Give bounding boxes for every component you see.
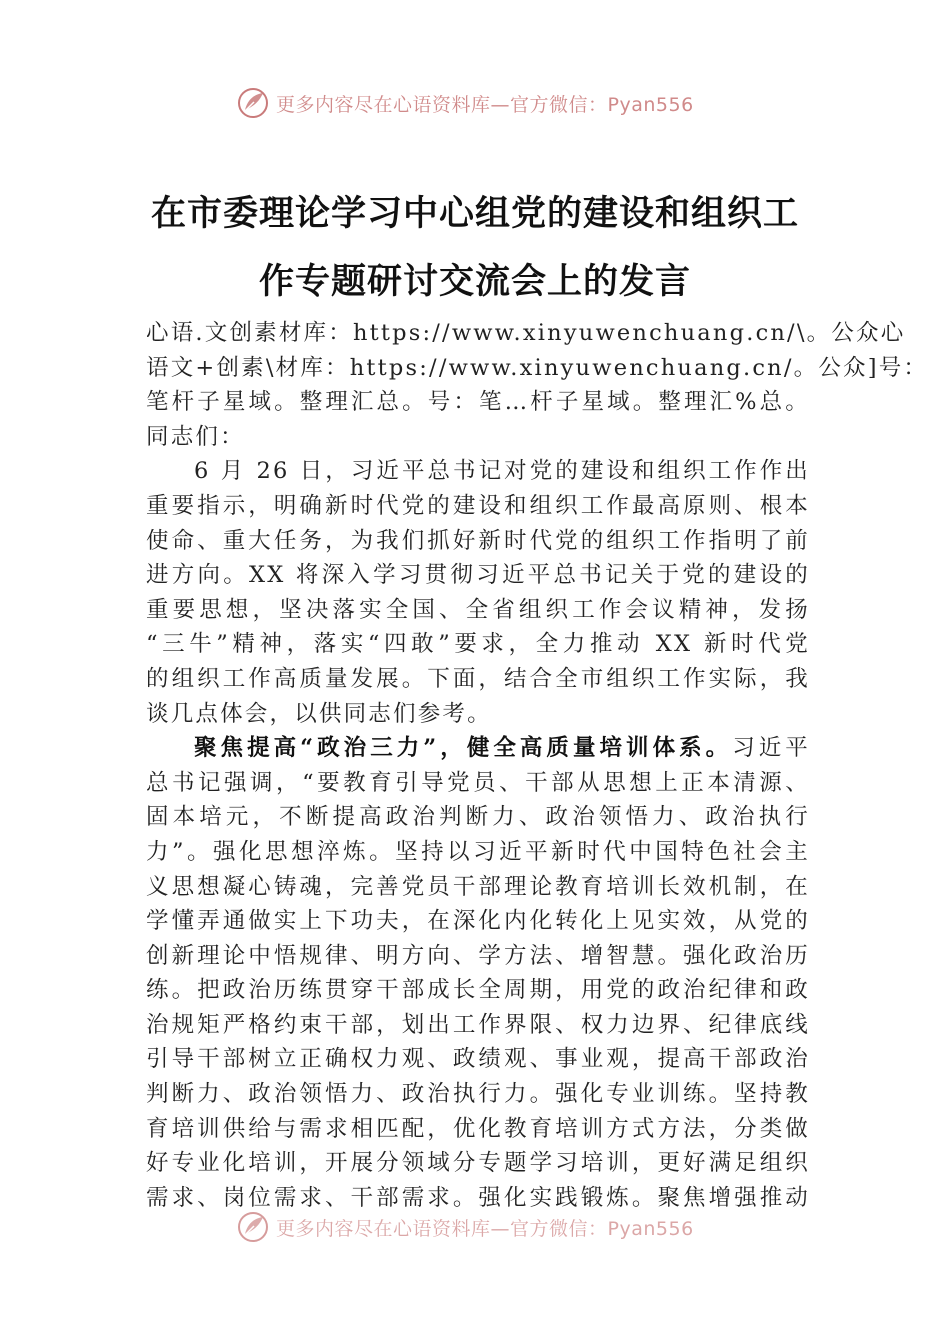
text-line: “三牛”精神，落实“四敢”要求，全力推动 XX 新时代党 bbox=[146, 631, 810, 658]
text-line: 治规矩严格约束干部，划出工作界限、权力边界、纪律底线 bbox=[146, 1011, 810, 1038]
text-line: 进方向。XX 将深入学习贯彻习近平总书记关于党的建设的 bbox=[146, 562, 810, 589]
text-line: 的组织工作高质量发展。下面，结合全市组织工作实际，我 bbox=[146, 665, 810, 692]
text-line: 语文+创素\材库：https://www.xinyuwenchuang.cn/。公众]号： bbox=[146, 354, 929, 381]
text-line: 总书记强调，“要教育引导党员、干部从思想上正本清源、 bbox=[146, 769, 810, 796]
header-watermark bbox=[236, 84, 694, 122]
text-line: 心语.文创素材库：https://www.xinyuwenchuang.cn/\。公众心 bbox=[146, 320, 906, 346]
leaf-pen-logo-icon bbox=[236, 86, 270, 120]
text-line: 习近平 bbox=[732, 735, 810, 762]
text-line: 创新理论中悟规律、明方向、学方法、增智慧。强化政治历 bbox=[146, 942, 810, 969]
watermark-text: 更多内容尽在心语资料库—官方微信：Pyan556 bbox=[276, 93, 694, 116]
footer-watermark bbox=[236, 1208, 694, 1246]
text-line: 力”。强化思想淬炼。坚持以习近平新时代中国特色社会主 bbox=[146, 838, 810, 865]
document-title-line-1: 在市委理论学习中心组党的建设和组织工 bbox=[150, 193, 799, 234]
text-line: 重要指示，明确新时代党的建设和组织工作最高原则、根本 bbox=[146, 492, 810, 519]
text-line: 引导干部树立正确权力观、政绩观、事业观，提高干部政治 bbox=[146, 1046, 810, 1073]
text-line: 好专业化培训，开展分领域分专题学习培训，更好满足组织 bbox=[146, 1150, 810, 1177]
section-heading-line bbox=[146, 731, 810, 766]
text-line: 谈几点体会，以供同志们参考。 bbox=[146, 700, 492, 727]
text-line: 判断力、政治领悟力、政治执行力。强化专业训练。坚持教 bbox=[146, 1081, 810, 1108]
text-line: 义思想凝心铸魂，完善党员干部理论教育培训长效机制，在 bbox=[146, 873, 810, 900]
salutation: 同志们： bbox=[146, 423, 245, 450]
text-line: 学懂弄通做实上下功夫，在深化内化转化上见实效，从党的 bbox=[146, 908, 810, 935]
text-line: 笔杆子星域。整理汇总。号：笔…杆子星域。整理汇%总。 bbox=[146, 389, 810, 416]
watermark-text: 更多内容尽在心语资料库—官方微信：Pyan556 bbox=[276, 1217, 694, 1240]
text-line: 重要思想，坚决落实全国、全省组织工作会议精神，发扬 bbox=[146, 596, 810, 623]
document-body bbox=[146, 316, 929, 1215]
text-line: 6 月 26 日，习近平总书记对党的建设和组织工作作出 bbox=[194, 458, 810, 485]
leaf-pen-logo-icon bbox=[236, 1210, 270, 1244]
text-line: 需求、岗位需求、干部需求。强化实践锻炼。聚焦增强推动 bbox=[146, 1184, 810, 1211]
text-line: 育培训供给与需求相匹配，优化教育培训方式方法，分类做 bbox=[146, 1115, 810, 1142]
section-heading: 聚焦提高“政治三力”，健全高质量培训体系。 bbox=[194, 735, 733, 762]
text-line: 使命、重大任务，为我们抓好新时代党的组织工作指明了前 bbox=[146, 527, 810, 554]
text-line: 练。把政治历练贯穿干部成长全周期，用党的政治纪律和政 bbox=[146, 977, 810, 1004]
document-title-line-2: 作专题研讨交流会上的发言 bbox=[258, 261, 691, 302]
text-line: 固本培元，不断提高政治判断力、政治领悟力、政治执行 bbox=[146, 804, 810, 831]
